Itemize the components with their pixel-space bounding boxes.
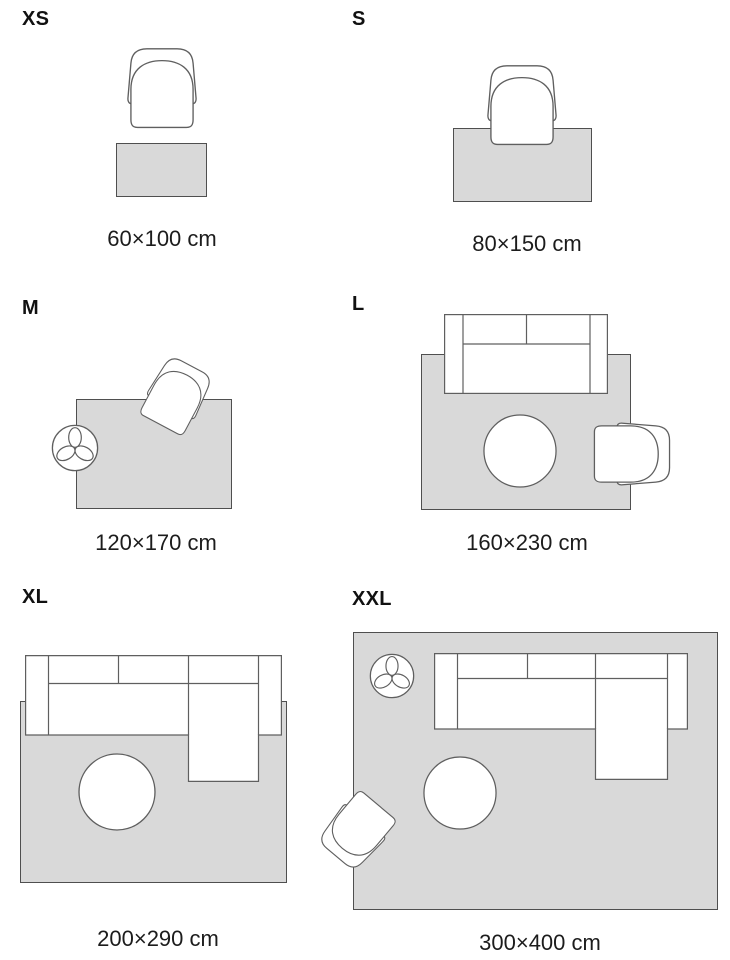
ottoman-icon — [78, 753, 156, 831]
armchair-icon — [480, 59, 564, 147]
armchair-icon — [592, 416, 676, 492]
sofa-icon — [444, 314, 608, 394]
rug-shape — [116, 143, 207, 197]
size-category-label: S — [352, 8, 366, 30]
size-category-label: L — [352, 293, 365, 315]
plant-icon — [51, 424, 99, 472]
rug-dimensions-label: 300×400 cm — [479, 930, 601, 955]
size-category-label: XXL — [352, 588, 392, 610]
armchair-icon — [120, 42, 204, 130]
size-category-label: XS — [22, 8, 50, 30]
plant-icon — [369, 653, 415, 699]
rug-dimensions-label: 120×170 cm — [95, 530, 217, 555]
rug-dimensions-label: 60×100 cm — [107, 226, 217, 251]
rug-dimensions-label: 200×290 cm — [97, 926, 219, 951]
size-category-label: M — [22, 297, 39, 319]
rug-dimensions-label: 160×230 cm — [466, 530, 588, 555]
ottoman-icon — [423, 756, 497, 830]
ottoman-icon — [483, 414, 557, 488]
size-category-label: XL — [22, 586, 49, 608]
rug-dimensions-label: 80×150 cm — [472, 231, 582, 256]
